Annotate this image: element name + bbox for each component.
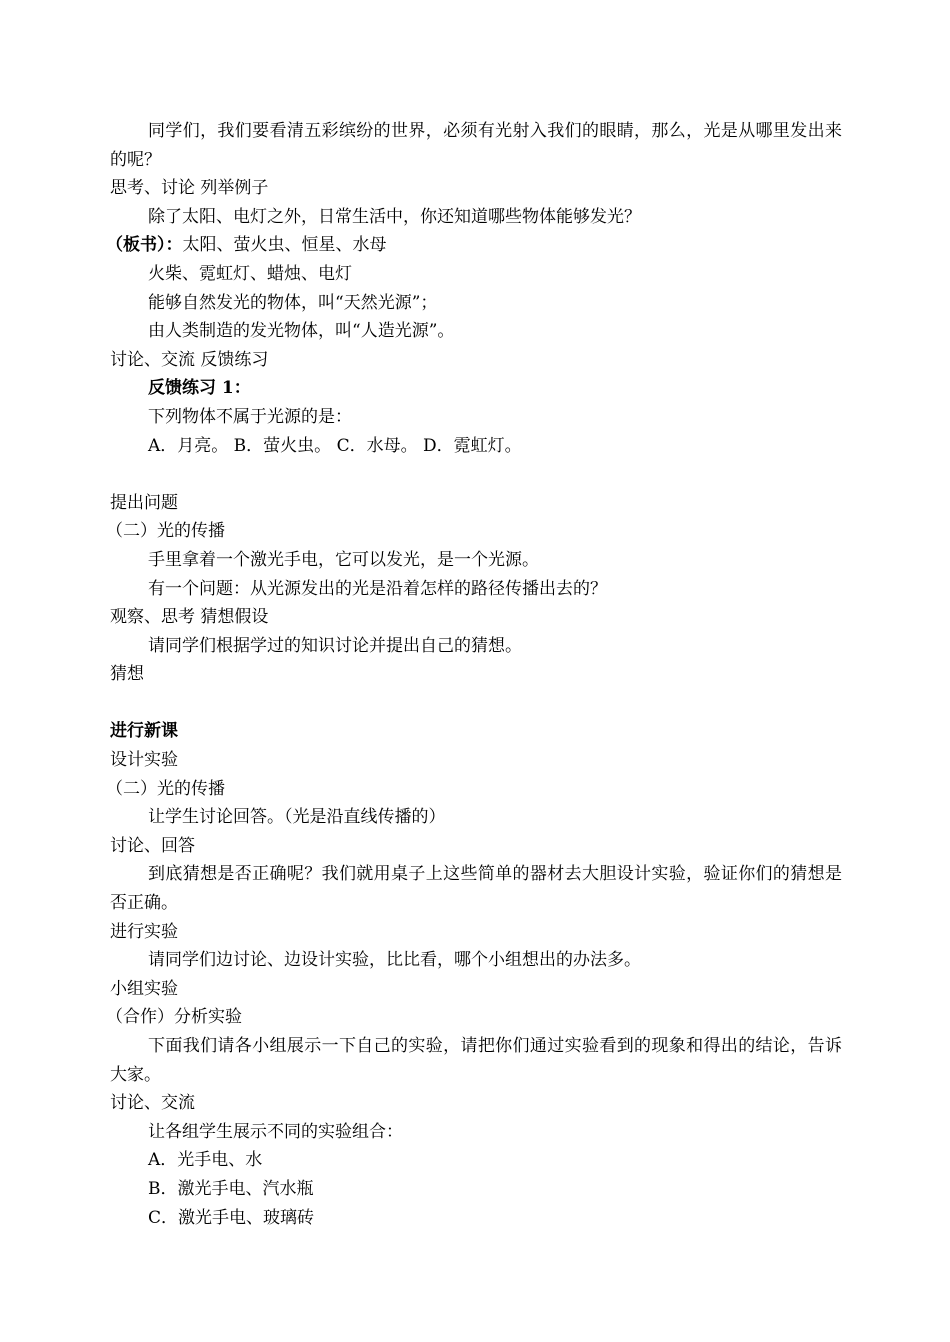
paragraph-intro-question: 同学们，我们要看清五彩缤纷的世界，必须有光射入我们的眼睛，那么，光是从哪里发出来的呢？ bbox=[110, 121, 842, 170]
artificial-source-definition: 由人类制造的发光物体，叫“人造光源”。 bbox=[148, 321, 455, 342]
paragraph-show-experiment: 下面我们请各小组展示一下自己的实验，请把你们通过实验看到的现象和得出的结论，告诉大家。 bbox=[110, 1036, 842, 1085]
paragraph-laser-pointer: 手里拿着一个激光手电，它可以发光，是一个光源。 bbox=[148, 549, 539, 570]
activity-label-discuss-feedback: 讨论、交流 反馈练习 bbox=[110, 349, 269, 370]
paragraph-other-light-sources: 除了太阳、电灯之外，日常生活中，你还知道哪些物体能够发光？ bbox=[148, 206, 641, 227]
blank-line bbox=[110, 460, 842, 489]
blackboard-label: （板书）： bbox=[106, 235, 183, 256]
activity-label-discuss-answer: 讨论、回答 bbox=[110, 835, 195, 856]
feedback-exercise-title: 反馈练习 1： bbox=[148, 378, 251, 399]
combination-option-a: A．光手电、水 bbox=[148, 1150, 263, 1171]
activity-label-guess: 猜想 bbox=[110, 664, 144, 685]
natural-sources-list: 太阳、萤火虫、恒星、水母 bbox=[182, 235, 387, 256]
feedback-question: 下列物体不属于光源的是： bbox=[148, 406, 352, 427]
combination-option-c: C．激光手电、玻璃砖 bbox=[148, 1207, 315, 1228]
activity-label-design-experiment: 设计实验 bbox=[110, 750, 178, 771]
document-body bbox=[106, 117, 842, 1232]
activity-label-discuss-exchange: 讨论、交流 bbox=[110, 1093, 195, 1114]
activity-label-raise-question: 提出问题 bbox=[110, 492, 178, 513]
combination-option-b: B．激光手电、汽水瓶 bbox=[148, 1178, 314, 1199]
natural-source-definition: 能够自然发光的物体，叫“天然光源”； bbox=[148, 292, 438, 313]
section-heading-new-lesson: 进行新课 bbox=[110, 721, 178, 742]
paragraph-students-answer: 让学生讨论回答。（光是沿直线传播的） bbox=[148, 807, 446, 828]
paragraph-verify-guess: 到底猜想是否正确呢？我们就用桌子上这些简单的器材去大胆设计实验，验证你们的猜想是否正确。 bbox=[110, 864, 842, 914]
activity-label-group-experiment: 小组实验 bbox=[110, 978, 178, 999]
feedback-options: A．月亮。 B．萤火虫。 C．水母。 D．霓虹灯。 bbox=[148, 435, 522, 456]
paragraph-propose-guess: 请同学们根据学过的知识讨论并提出自己的猜想。 bbox=[148, 635, 522, 656]
activity-label-observe-hypothesize: 观察、思考 猜想假设 bbox=[110, 607, 269, 628]
blank-line bbox=[110, 689, 842, 718]
paragraph-experiment-combinations: 让各组学生展示不同的实验组合： bbox=[148, 1121, 403, 1142]
section-heading-light-propagation-2: （二）光的传播 bbox=[106, 778, 225, 799]
activity-label-cooperate-analyze: （合作）分析实验 bbox=[106, 1007, 242, 1028]
section-heading-light-propagation: （二）光的传播 bbox=[106, 521, 225, 542]
paragraph-propagation-question: 有一个问题：从光源发出的光是沿着怎样的路径传播出去的？ bbox=[148, 578, 607, 599]
paragraph-design-experiment: 请同学们边讨论、边设计实验，比比看，哪个小组想出的办法多。 bbox=[148, 950, 641, 971]
blackboard-line bbox=[106, 231, 842, 260]
activity-label-think-discuss: 思考、讨论 列举例子 bbox=[110, 178, 269, 199]
artificial-sources-list: 火柴、霓虹灯、蜡烛、电灯 bbox=[148, 263, 352, 284]
activity-label-conduct-experiment: 进行实验 bbox=[110, 921, 178, 942]
